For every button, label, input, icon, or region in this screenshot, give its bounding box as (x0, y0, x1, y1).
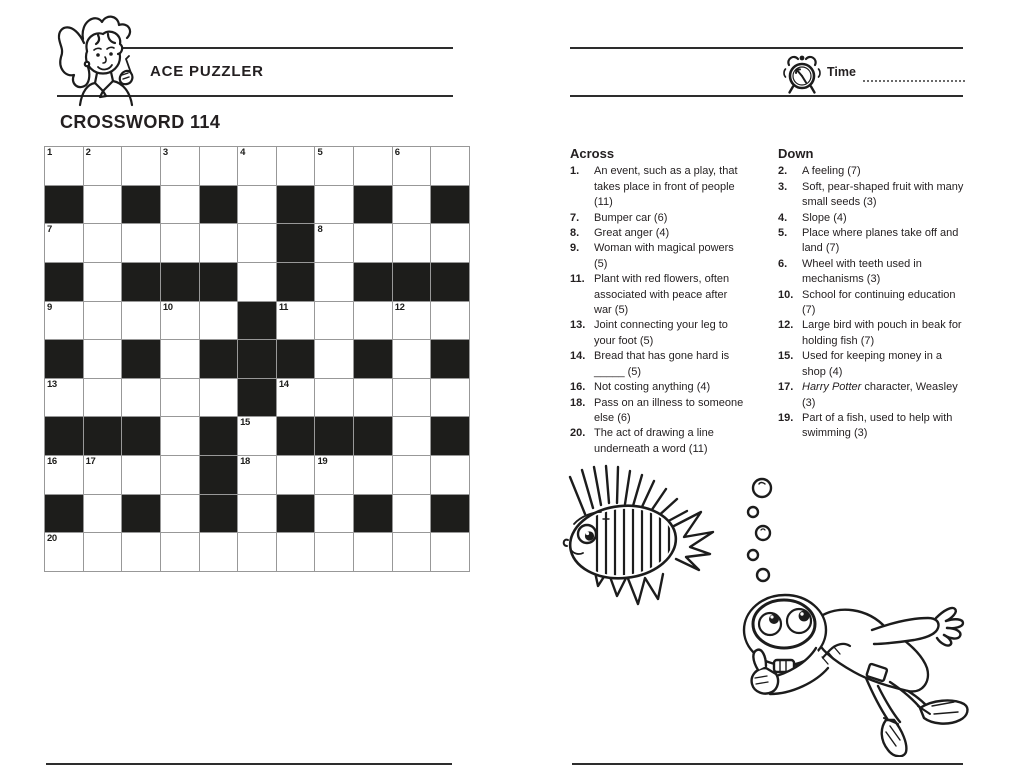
white-cell[interactable] (84, 224, 122, 262)
white-cell[interactable] (431, 302, 469, 340)
black-cell (122, 263, 160, 301)
black-cell (354, 340, 392, 378)
white-cell[interactable] (84, 147, 122, 185)
clue-number: 19. (778, 411, 794, 424)
black-cell (277, 224, 315, 262)
clue-number: 11. (570, 273, 585, 286)
white-cell[interactable] (315, 533, 353, 571)
black-cell (431, 417, 469, 455)
clue-item (778, 411, 966, 442)
right-footer-rule (572, 763, 963, 765)
white-cell[interactable] (161, 379, 199, 417)
clue-text: Bread that has gone hard is _____ (5) (594, 350, 730, 378)
clue-text: Part of a fish, used to help with swimming (3) (802, 411, 953, 440)
black-cell (277, 417, 315, 455)
black-cell (238, 302, 276, 340)
clue-item (570, 396, 750, 427)
black-cell (200, 495, 238, 533)
white-cell[interactable] (238, 147, 276, 185)
black-cell (354, 263, 392, 301)
white-cell[interactable] (161, 533, 199, 571)
white-cell[interactable] (354, 456, 392, 494)
black-cell (45, 495, 83, 533)
white-cell[interactable] (315, 224, 353, 262)
cell-number: 17 (85, 456, 96, 468)
clue-text: A feeling (7) (802, 165, 861, 178)
clue-text: Bumper car (6) (594, 211, 668, 224)
white-cell[interactable] (161, 302, 199, 340)
clue-item (570, 226, 750, 241)
white-cell[interactable] (161, 495, 199, 533)
white-cell[interactable] (84, 263, 122, 301)
clue-text: Place where planes take off and land (7) (802, 227, 959, 255)
white-cell[interactable] (84, 456, 122, 494)
white-cell[interactable] (431, 533, 469, 571)
clue-number: 10. (778, 288, 794, 301)
white-cell[interactable] (45, 224, 83, 262)
white-cell[interactable] (354, 224, 392, 262)
white-cell[interactable] (84, 186, 122, 224)
crossword-grid (44, 146, 470, 572)
left-footer-rule (46, 763, 452, 765)
clue-number: 20. (570, 427, 586, 440)
clue-number: 13. (570, 319, 586, 332)
white-cell[interactable] (122, 533, 160, 571)
clue-item (778, 226, 966, 257)
white-cell[interactable] (238, 263, 276, 301)
clue-text: Large bird with pouch in beak for holding fish (7) (802, 319, 962, 347)
cell-number: 6 (394, 147, 400, 158)
down-clues (778, 146, 966, 442)
white-cell[interactable] (84, 340, 122, 378)
white-cell[interactable] (200, 533, 238, 571)
white-cell[interactable] (393, 495, 431, 533)
white-cell[interactable] (238, 186, 276, 224)
black-cell (431, 186, 469, 224)
time-block (783, 52, 965, 94)
black-cell (122, 340, 160, 378)
cell-number: 7 (47, 224, 52, 236)
white-cell[interactable] (315, 495, 353, 533)
white-cell[interactable] (393, 340, 431, 378)
white-cell[interactable] (393, 456, 431, 494)
clue-number: 1. (570, 165, 580, 178)
clue-text: Joint connecting your leg to your foot (5) (594, 319, 728, 347)
clue-item (778, 380, 966, 411)
cell-number: 18 (240, 456, 250, 468)
clue-number: 6. (778, 257, 788, 270)
black-cell (84, 417, 122, 455)
brand-title: ACE PUZZLER (150, 63, 264, 80)
white-cell[interactable] (315, 302, 353, 340)
clue-text: Used for keeping money in a shop (4) (802, 350, 943, 378)
cell-number: 4 (240, 147, 246, 158)
cell-number: 12 (394, 301, 405, 313)
black-cell (200, 340, 238, 378)
white-cell[interactable] (431, 224, 469, 262)
clue-item (570, 164, 750, 210)
white-cell[interactable] (161, 186, 199, 224)
clue-item (778, 211, 966, 226)
white-cell[interactable] (277, 379, 315, 417)
clue-item (570, 349, 750, 380)
white-cell[interactable] (393, 379, 431, 417)
cell-number: 20 (47, 533, 57, 545)
white-cell[interactable] (122, 147, 160, 185)
white-cell[interactable] (161, 417, 199, 455)
black-cell (200, 263, 238, 301)
white-cell[interactable] (354, 533, 392, 571)
cell-number: 11 (278, 301, 289, 313)
clue-text: Not costing anything (4) (594, 381, 711, 394)
clue-number: 2. (778, 165, 788, 178)
white-cell[interactable] (45, 147, 83, 185)
white-cell[interactable] (45, 456, 83, 494)
white-cell[interactable] (84, 495, 122, 533)
white-cell[interactable] (393, 533, 431, 571)
black-cell (393, 263, 431, 301)
white-cell[interactable] (393, 186, 431, 224)
black-cell (277, 495, 315, 533)
white-cell[interactable] (45, 302, 83, 340)
time-input-field[interactable] (863, 62, 965, 82)
cell-number: 16 (47, 456, 57, 468)
clue-number: 7. (570, 211, 580, 224)
black-cell (354, 417, 392, 455)
clue-item (570, 318, 750, 349)
right-header-rule-top (570, 47, 963, 49)
white-cell[interactable] (161, 456, 199, 494)
clue-number: 16. (570, 381, 586, 394)
white-cell[interactable] (122, 224, 160, 262)
white-cell[interactable] (238, 456, 276, 494)
white-cell[interactable] (315, 186, 353, 224)
white-cell[interactable] (84, 533, 122, 571)
cell-number: 14 (278, 378, 289, 390)
black-cell (238, 340, 276, 378)
scuba-diver-illustration (722, 472, 972, 757)
black-cell (354, 495, 392, 533)
clue-number: 15. (778, 350, 794, 363)
clue-number: 17. (778, 381, 794, 394)
white-cell[interactable] (315, 379, 353, 417)
white-cell[interactable] (200, 147, 238, 185)
clue-item (570, 426, 750, 457)
black-cell (45, 186, 83, 224)
down-heading: Down (778, 146, 814, 161)
clue-text: Great anger (4) (594, 227, 670, 240)
time-label: Time (827, 65, 856, 79)
white-cell[interactable] (161, 224, 199, 262)
right-header-rule-bottom (570, 95, 963, 97)
white-cell[interactable] (238, 417, 276, 455)
white-cell[interactable] (200, 379, 238, 417)
white-cell[interactable] (431, 147, 469, 185)
white-cell[interactable] (354, 147, 392, 185)
black-cell (45, 417, 83, 455)
white-cell[interactable] (45, 379, 83, 417)
cell-number: 10 (162, 301, 173, 313)
white-cell[interactable] (122, 302, 160, 340)
white-cell[interactable] (84, 302, 122, 340)
white-cell[interactable] (122, 456, 160, 494)
cell-number: 5 (317, 147, 323, 158)
white-cell[interactable] (238, 533, 276, 571)
white-cell[interactable] (315, 456, 353, 494)
clue-text: Slope (4) (802, 211, 847, 224)
clue-item (778, 257, 966, 288)
clue-number: 3. (778, 180, 788, 193)
white-cell[interactable] (354, 302, 392, 340)
clue-item (570, 380, 750, 395)
white-cell[interactable] (277, 302, 315, 340)
black-cell (277, 340, 315, 378)
black-cell (238, 379, 276, 417)
white-cell[interactable] (161, 147, 199, 185)
across-clues (570, 146, 750, 457)
clue-number: 18. (570, 396, 586, 409)
black-cell (431, 495, 469, 533)
clue-number: 5. (778, 227, 788, 240)
black-cell (315, 417, 353, 455)
cell-number: 13 (47, 378, 57, 390)
across-heading: Across (570, 146, 615, 161)
white-cell[interactable] (238, 224, 276, 262)
clue-number: 12. (778, 319, 794, 332)
white-cell[interactable] (84, 379, 122, 417)
clue-text: The act of drawing a line underneath a word (11) (594, 427, 714, 455)
down-list (778, 164, 966, 441)
black-cell (200, 186, 238, 224)
cell-number: 9 (47, 301, 52, 313)
clue-item (570, 241, 750, 272)
white-cell[interactable] (277, 147, 315, 185)
alarm-clock-icon (783, 54, 821, 96)
white-cell[interactable] (354, 379, 392, 417)
clue-number: 14. (570, 350, 586, 363)
clue-text: Soft, pear-shaped fruit with many small seeds (3) (802, 180, 964, 209)
black-cell (200, 417, 238, 455)
cell-number: 8 (317, 224, 323, 236)
clue-number: 9. (570, 242, 580, 255)
white-cell[interactable] (200, 302, 238, 340)
clue-number: 8. (570, 227, 580, 240)
clue-text: Pass on an illness to someone else (6) (594, 396, 744, 424)
white-cell[interactable] (431, 379, 469, 417)
clue-text: An event, such as a play, that takes place in front of people (11) (594, 165, 738, 209)
clue-item (778, 318, 966, 349)
white-cell[interactable] (277, 533, 315, 571)
cell-number: 2 (85, 147, 91, 158)
clue-text: Harry Potter character, Weasley (3) (802, 381, 958, 409)
white-cell[interactable] (393, 147, 431, 185)
clue-text: School for continuing education (7) (802, 288, 956, 317)
across-list (570, 164, 750, 457)
clue-item (570, 211, 750, 226)
cell-number: 1 (47, 147, 52, 158)
clue-item (778, 164, 966, 179)
white-cell[interactable] (238, 495, 276, 533)
white-cell[interactable] (431, 456, 469, 494)
white-cell[interactable] (393, 417, 431, 455)
white-cell[interactable] (315, 147, 353, 185)
black-cell (200, 456, 238, 494)
clue-number: 4. (778, 211, 788, 224)
white-cell[interactable] (161, 340, 199, 378)
clue-text: Plant with red flowers, often associated with peace after war (5) (594, 273, 730, 317)
black-cell (122, 495, 160, 533)
black-cell (161, 263, 199, 301)
white-cell[interactable] (315, 263, 353, 301)
white-cell[interactable] (122, 379, 160, 417)
clue-text: Wheel with teeth used in mechanisms (3) (802, 257, 922, 286)
clue-text: Woman with magical powers (5) (594, 242, 734, 270)
white-cell[interactable] (277, 456, 315, 494)
puzzle-title: CROSSWORD 114 (60, 112, 221, 132)
black-cell (122, 417, 160, 455)
clue-item (778, 288, 966, 319)
left-header-rule-top (120, 47, 453, 49)
black-cell (431, 263, 469, 301)
black-cell (277, 263, 315, 301)
black-cell (45, 263, 83, 301)
white-cell[interactable] (200, 224, 238, 262)
cell-number: 15 (240, 417, 250, 429)
cell-number: 3 (162, 147, 168, 158)
clue-item (778, 180, 966, 211)
white-cell[interactable] (393, 302, 431, 340)
black-cell (354, 186, 392, 224)
cell-number: 19 (317, 456, 328, 468)
fish-illustration (543, 462, 718, 612)
black-cell (277, 186, 315, 224)
clue-item (570, 272, 750, 318)
black-cell (431, 340, 469, 378)
white-cell[interactable] (45, 533, 83, 571)
white-cell[interactable] (393, 224, 431, 262)
black-cell (45, 340, 83, 378)
black-cell (122, 186, 160, 224)
clue-item (778, 349, 966, 380)
white-cell[interactable] (315, 340, 353, 378)
girl-mascot-illustration (50, 11, 142, 107)
